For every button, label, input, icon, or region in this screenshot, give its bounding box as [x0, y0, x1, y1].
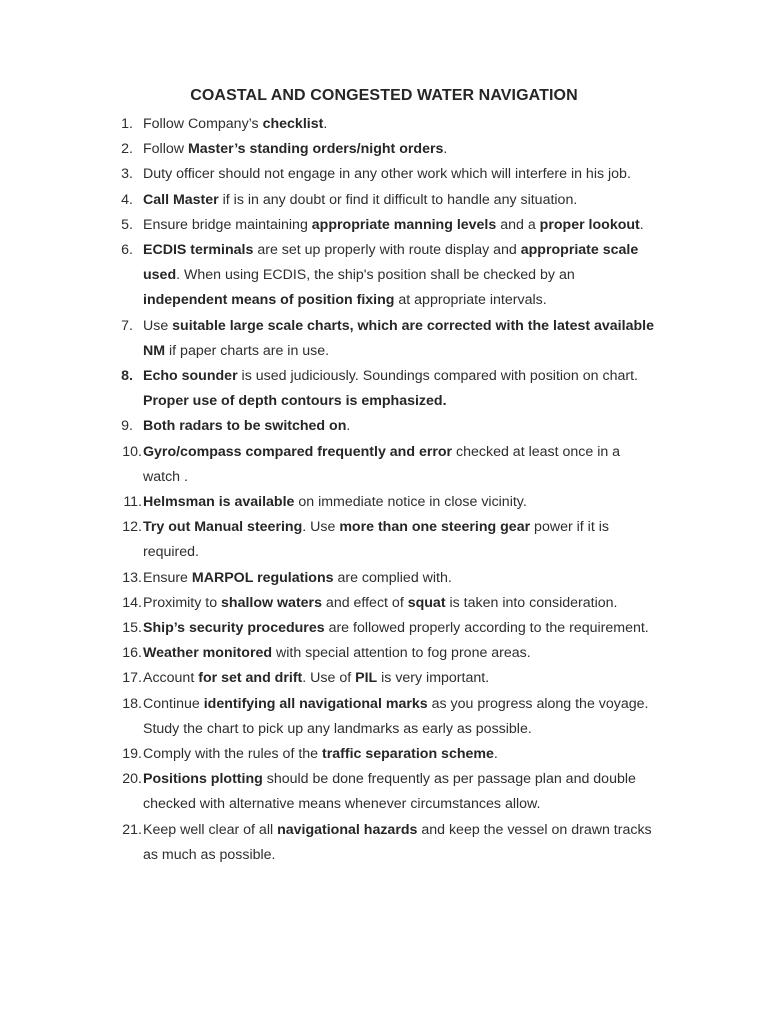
item-number: 18. — [122, 695, 142, 712]
item-emphasis: MARPOL regulations — [191, 569, 334, 586]
navigation-checklist — [116, 112, 656, 868]
item-text: should be done frequently as per passage plan and double checked with alternative means whenever circumstances allow. — [143, 771, 636, 813]
item-text: . Use of — [302, 670, 356, 687]
checklist-item — [116, 213, 656, 238]
checklist-item — [116, 490, 656, 515]
item-number: 4. — [121, 191, 133, 208]
item-emphasis: PIL — [355, 670, 378, 687]
item-emphasis: appropriate scale used — [143, 242, 639, 284]
item-emphasis: Weather monitored — [143, 645, 273, 662]
item-emphasis: independent means of position fixing — [143, 292, 395, 309]
item-text: Proximity to — [143, 594, 222, 611]
item-text: checked at least once in a watch . — [143, 443, 621, 485]
item-emphasis: shallow waters — [221, 594, 322, 611]
item-text: Follow — [143, 141, 188, 158]
checklist-item — [116, 440, 656, 490]
item-text: Ensure bridge maintaining — [143, 216, 312, 233]
item-text: Keep well clear of all — [143, 821, 278, 838]
item-emphasis: Echo sounder — [143, 368, 238, 385]
checklist-item — [116, 414, 656, 439]
item-text: are followed properly according to the requirement. — [324, 620, 649, 637]
item-number: 17. — [122, 670, 142, 687]
item-text: . Use — [302, 519, 340, 536]
checklist-item — [116, 162, 656, 187]
item-emphasis: proper lookout — [539, 216, 640, 233]
item-emphasis: identifying all navigational marks — [203, 695, 428, 712]
item-text: and keep the vessel on drawn tracks as much as possible. — [143, 821, 652, 863]
checklist-item — [116, 238, 656, 314]
item-number: 10. — [122, 443, 142, 460]
item-number: 11. — [123, 494, 142, 511]
item-number: 21. — [122, 821, 142, 838]
item-text: . — [323, 116, 328, 132]
item-number: 12. — [122, 519, 142, 536]
item-text: with special attention to fog prone areas. — [272, 645, 531, 662]
checklist-item — [116, 566, 656, 591]
item-emphasis: Gyro/compass compared frequently and error — [143, 443, 453, 460]
item-text: . — [443, 141, 448, 158]
item-text: are set up properly with route display and — [253, 242, 521, 259]
item-text: . — [493, 746, 498, 763]
item-number: 16. — [122, 645, 142, 662]
item-text: Follow Company’s — [143, 116, 263, 132]
item-emphasis: Call Master — [143, 191, 219, 208]
item-number: 2. — [121, 141, 133, 158]
item-emphasis: traffic separation scheme — [322, 746, 494, 763]
checklist-item — [116, 692, 656, 742]
item-text: Use — [143, 317, 173, 334]
item-text: Duty officer should not engage in any other work which will interfere in his job. — [143, 166, 631, 183]
checklist-item — [116, 188, 656, 213]
item-number: 3. — [121, 166, 133, 183]
item-text: if is in any doubt or find it difficult to handle any situation. — [218, 191, 578, 208]
item-text: . When using ECDIS, the ship's position shall be checked by an — [176, 267, 575, 284]
item-number: 13. — [122, 569, 142, 586]
item-text: is very important. — [377, 670, 490, 687]
item-number: 14. — [122, 594, 142, 611]
item-number: 19. — [122, 746, 142, 763]
item-emphasis: Master’s standing orders/night orders — [187, 141, 444, 158]
item-number: 15. — [122, 620, 142, 637]
item-text: as you progress along the voyage. Study the chart to pick up any landmarks as early as possible. — [143, 695, 649, 737]
item-text: Continue — [143, 695, 204, 712]
item-emphasis: Ship’s security procedures — [143, 620, 325, 637]
checklist-item — [116, 314, 656, 364]
item-emphasis: squat — [407, 594, 446, 611]
checklist-item — [116, 591, 656, 616]
item-emphasis: appropriate manning levels — [311, 216, 497, 233]
item-emphasis: Try out Manual steering — [143, 519, 303, 536]
item-text: . — [639, 216, 644, 233]
item-text: is used judiciously. Soundings compared with position on chart. — [237, 368, 638, 385]
item-number: 6. — [121, 242, 133, 259]
item-text: is taken into consideration. — [445, 594, 618, 611]
page-title: COASTAL AND CONGESTED WATER NAVIGATION — [190, 87, 578, 104]
checklist-item — [116, 616, 656, 641]
item-emphasis: Both radars to be switched on — [143, 418, 347, 435]
item-emphasis: more than one steering gear — [339, 519, 531, 536]
item-emphasis: for set and drift — [198, 670, 303, 687]
item-text: Ensure — [143, 569, 192, 586]
item-number: 8. — [121, 368, 133, 385]
checklist-item — [116, 767, 656, 817]
checklist-item — [116, 742, 656, 767]
checklist-item — [116, 818, 656, 868]
item-text: and a — [496, 216, 540, 233]
item-text: and effect of — [321, 594, 408, 611]
item-number: 1. — [121, 116, 133, 132]
item-emphasis: Helmsman is available — [143, 494, 295, 511]
item-text: if paper charts are in use. — [165, 342, 330, 359]
checklist-item — [116, 641, 656, 666]
checklist-item — [116, 112, 656, 137]
item-emphasis: ECDIS terminals — [143, 242, 254, 259]
item-text: at appropriate intervals. — [394, 292, 547, 309]
checklist-item — [116, 364, 656, 414]
checklist-item — [116, 137, 656, 162]
item-number: 9. — [121, 418, 133, 435]
item-emphasis: Positions plotting — [143, 771, 263, 788]
item-emphasis: navigational hazards — [277, 821, 418, 838]
item-text: are complied with. — [333, 569, 452, 586]
item-number: 7. — [121, 317, 133, 334]
item-emphasis: suitable large scale charts, which are corrected with the latest available NM — [143, 317, 654, 359]
item-text: Comply with the rules of the — [143, 746, 322, 763]
item-number: 5. — [121, 216, 133, 233]
item-text: . — [346, 418, 351, 435]
item-text: Account — [143, 670, 199, 687]
item-text: on immediate notice in close vicinity. — [294, 494, 527, 511]
item-text: power if it is required. — [143, 519, 609, 561]
item-emphasis: checklist — [262, 116, 324, 132]
checklist-item — [116, 666, 656, 691]
item-number: 20. — [122, 771, 142, 788]
item-emphasis: Proper use of depth contours is emphasized. — [143, 393, 447, 410]
checklist-item — [116, 515, 656, 565]
